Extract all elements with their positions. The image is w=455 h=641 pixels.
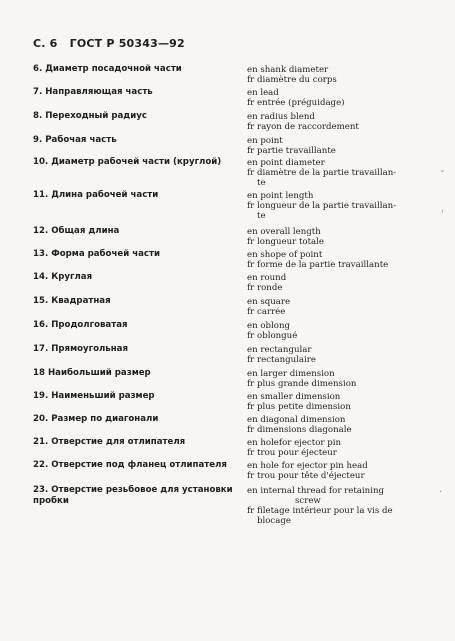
term-ru: 7. Направляющая часть [33, 87, 153, 97]
term-translations [247, 437, 445, 460]
term-en: en shank diameter [247, 65, 329, 75]
term-fr: fr diamètre du corps [247, 75, 337, 85]
term-fr: fr rayon de raccordement [247, 122, 359, 132]
term-row [33, 437, 445, 460]
term-ru: 18 Наибольший размер [33, 368, 151, 378]
standard-title: ГОСТ Р 50343—92 [69, 37, 185, 50]
term-en: en round [247, 273, 287, 283]
term-row [33, 414, 445, 437]
term-ru: 11. Длина рабочей части [33, 190, 159, 200]
term-fr: fr rectangulaire [247, 355, 316, 365]
term-translations [247, 485, 445, 531]
term-translations [247, 135, 445, 157]
term-row [33, 485, 445, 531]
term-row [33, 296, 445, 320]
term-en: en lead [247, 88, 279, 98]
scan-mark: ˇ [440, 170, 445, 181]
term-translations [247, 414, 445, 437]
term-row [33, 320, 445, 344]
term-ru: 19. Наименьший размер [33, 391, 155, 401]
term-en: en larger dimension [247, 369, 335, 379]
term-translations [247, 157, 445, 190]
term-ru: 13. Форма рабочей части [33, 249, 161, 259]
term-en: en square [247, 297, 291, 307]
term-ru: 20. Размер по диагонали [33, 414, 159, 424]
page-header [33, 37, 185, 50]
term-translations [247, 344, 445, 368]
term-en: en overall length [247, 227, 321, 237]
term-fr-continuation: te [257, 178, 266, 188]
term-ru: 10. Диаметр рабочей части (круглой) [33, 157, 222, 167]
term-en: en shope of point [247, 250, 323, 260]
term-en: en internal thread for retaining [247, 486, 384, 496]
term-fr: fr longueur totale [247, 237, 325, 247]
term-ru: 15. Квадратная [33, 296, 111, 306]
term-translations [247, 368, 445, 391]
term-row [33, 64, 445, 87]
term-en: en radius blend [247, 112, 315, 122]
term-row [33, 157, 445, 190]
term-fr: fr oblongué [247, 331, 298, 341]
term-en: en diagonal dimension [247, 415, 346, 425]
term-fr: fr trou pour tête d'éjecteur [247, 471, 365, 481]
scan-mark: ˌ [441, 203, 444, 214]
term-en: en rectangular [247, 345, 312, 355]
term-fr: fr partie travaillante [247, 146, 336, 156]
term-fr-continuation: te [257, 211, 266, 221]
term-fr: fr entrée (préguidage) [247, 98, 345, 108]
term-ru: 21. Отверстие для отлипателя [33, 437, 186, 447]
term-en: en hole for ejector pin head [247, 461, 368, 471]
term-fr: fr ronde [247, 283, 283, 293]
term-fr: fr trou pour éjecteur [247, 448, 337, 458]
term-translations [247, 190, 445, 226]
term-fr: fr longueur de la partie travaillan- [247, 201, 397, 211]
term-translations [247, 111, 445, 135]
term-row [33, 368, 445, 391]
term-en: en smaller dimension [247, 392, 341, 402]
term-ru: 8. Переходный радиус [33, 111, 147, 121]
term-fr-continuation: blocage [257, 516, 291, 526]
term-en: en point length [247, 191, 314, 201]
term-row [33, 190, 445, 226]
term-ru: 14. Круглая [33, 272, 93, 282]
term-row [33, 87, 445, 111]
term-ru: 6. Диаметр посадочной части [33, 64, 182, 74]
term-translations [247, 226, 445, 249]
term-translations [247, 272, 445, 296]
term-translations [247, 320, 445, 344]
term-ru: 22. Отверстие под фланец отлипателя [33, 460, 227, 470]
term-fr: fr plus grande dimension [247, 379, 357, 389]
term-row [33, 135, 445, 157]
term-row [33, 391, 445, 414]
term-row [33, 344, 445, 368]
term-row [33, 111, 445, 135]
term-translations [247, 460, 445, 485]
term-fr: fr filetage intérieur pour la vis de [247, 506, 393, 516]
term-translations [247, 296, 445, 320]
term-row [33, 226, 445, 249]
term-ru: 9. Рабочая часть [33, 135, 117, 145]
term-fr: fr forme de la partie travaillante [247, 260, 389, 270]
term-row [33, 272, 445, 296]
terms-list [33, 64, 445, 531]
term-en: en point diameter [247, 158, 325, 168]
page-number: С. 6 [33, 37, 58, 50]
term-ru: 23. Отверстие резьбовое для установки пробки [33, 485, 233, 506]
term-fr: fr diamètre de la partie travaillan- [247, 168, 397, 178]
term-en: en holefor ejector pin [247, 438, 341, 448]
term-ru: 16. Продолговатая [33, 320, 128, 330]
term-fr: fr carrée [247, 307, 286, 317]
scan-mark: · [439, 487, 443, 498]
term-en: en oblong [247, 321, 290, 331]
term-row [33, 249, 445, 272]
term-ru: 12. Общая длина [33, 226, 120, 236]
term-translations [247, 391, 445, 414]
term-fr: fr plus petite dimension [247, 402, 351, 412]
term-en-continuation: screw [295, 496, 321, 506]
term-en: en point [247, 136, 283, 146]
term-translations [247, 249, 445, 272]
term-fr: fr dimensions diagonale [247, 425, 352, 435]
term-translations [247, 64, 445, 87]
term-ru: 17. Прямоугольная [33, 344, 128, 354]
term-translations [247, 87, 445, 111]
term-row [33, 460, 445, 485]
